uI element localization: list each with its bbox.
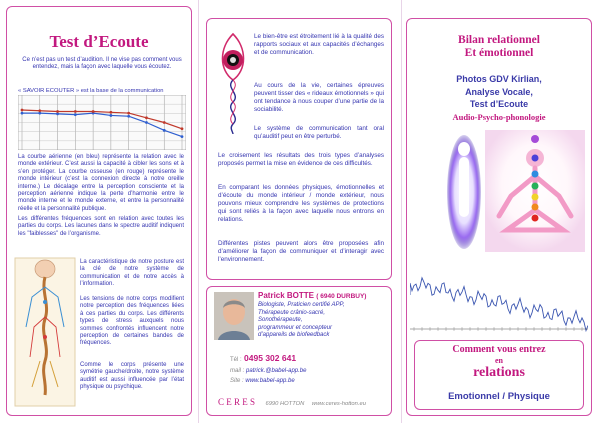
contact-name-line <box>258 291 366 300</box>
method-voice: Analyse Vocale, <box>465 86 533 97</box>
method-gdv: Photos GDV Kirlian, <box>456 74 542 84</box>
fold-line-1 <box>198 0 199 423</box>
site-label: Site : <box>230 378 244 384</box>
site-link[interactable]: www.babel-app.be <box>245 378 295 384</box>
comparison-paragraph: En comparant les données physiques, émotionnelles et d’écoute du monde intérieur / monde extérieur, nous pouvons mieux comprendre les systèmes de protections qui sont reliés à la façon avec laquelle nous entrons en relations. <box>218 184 384 223</box>
chakra-meditation-image <box>485 130 585 252</box>
role-line-1: Biologiste, Praticien certifié APP, <box>258 302 345 308</box>
chart-point <box>74 110 77 113</box>
relations-subtitle: Emotionnel / Physique <box>448 391 550 402</box>
chart-point <box>127 115 130 118</box>
chart-point <box>38 109 41 112</box>
relations-line-1: Comment vous entrez <box>452 344 546 355</box>
mail-label: mail : <box>230 368 245 374</box>
paths-paragraph: Différentes pistes peuvent alors être proposées afin d’améliorer la façon de communiquer et d’interagir avec l’environnement. <box>218 240 384 263</box>
chart-point <box>163 121 166 124</box>
intro-text: Ce n’est pas un test d’audition. Il ne vise pas comment vous entendez, mais la façon avec laquelle vous écoutez. <box>22 57 182 71</box>
methods-list <box>410 73 588 123</box>
method-app: Audio-Psycho-phonologie <box>452 111 546 122</box>
contact-city: ( 6940 DURBUY) <box>316 293 367 300</box>
spiral-eye-logo <box>215 30 251 135</box>
chart-caption: « SAVOIR ECOUTER » est la base de la communication <box>18 88 164 94</box>
voice-spectrum-graph <box>410 255 588 335</box>
ceres-site[interactable]: www.ceres-hotton.eu <box>311 401 366 407</box>
frequencies-paragraph: Les différentes fréquences sont en relation avec toutes les parties du corps. Les lacunes dans le spectre auditif indiquent les "faiblesses" de l’organisme. <box>18 216 184 237</box>
role-line-3: Sonothérapeute, <box>258 317 303 324</box>
chart-point <box>145 121 148 124</box>
site-line <box>230 378 295 384</box>
chart-point <box>92 110 95 113</box>
curves-paragraph: La courbe aérienne (en bleu) représente la relation avec le monde extérieur. C’est aussi la capacité à cibler les sons et à s’en protéger. La courbe osseuse (en rouge) représente le monde intérieur (c’est la connexion directe à notre oreille interne.) Le décalage entre la perception consciente et la perception aérienne indique la perte d’harmonie entre le monde interne et le monde externe, et entre la personnalité réelle et la personnalité publique. <box>18 154 184 212</box>
ceres-line <box>218 392 388 410</box>
chart-point <box>21 109 24 112</box>
method-listening: Test d’Ecoute <box>469 99 529 109</box>
tensions-paragraph: Les tensions de notre corps modifient notre perception des fréquences liées à ces parties du corps. Les différents types de stress auxquels nous sommes confrontés influencent notre perception de certaines bandes de fréquences. <box>80 296 184 347</box>
contact-roles <box>258 302 344 340</box>
chart-point <box>181 135 184 138</box>
relations-line-2: en <box>495 356 503 365</box>
bilan-title-line-1: Bilan relationnel <box>458 34 540 46</box>
role-line-5: d’appareils de biofeedback <box>258 332 330 339</box>
bilan-title-line-2: Et émotionnel <box>464 47 534 59</box>
mail-link[interactable]: patrick.@babel-app.be <box>246 368 307 374</box>
phone-label: Tél : <box>230 357 242 363</box>
spine-illustration <box>14 257 76 407</box>
chart-point <box>145 116 148 119</box>
relations-line-3: relations <box>473 365 525 380</box>
relations-heading <box>416 344 582 380</box>
chart-point <box>109 114 112 117</box>
ceres-name: C E R E S <box>218 397 256 407</box>
chart-point <box>56 110 59 113</box>
crossing-paragraph: Le croisement les résultats des trois types d’analyses proposés permet la mise en évidence de ces difficultés. <box>218 152 384 167</box>
role-line-4: programmeur et concepteur <box>258 324 333 331</box>
aura-silhouette-image <box>446 133 482 251</box>
chart-point <box>21 112 24 115</box>
communication-paragraph: Le système de communication tant oral qu’auditif peut en être perturbé. <box>254 125 384 140</box>
phone-number[interactable]: 0495 302 641 <box>244 353 297 363</box>
test-ecoute-title: Test d’Ecoute <box>49 32 149 51</box>
contact-name: Patrick BOTTE <box>258 291 315 300</box>
wellbeing-paragraph: Le bien-être est étroitement lié à la qualité des rapports sociaux et aux capacités d’échanges et de communication. <box>254 33 384 56</box>
audiogram-chart <box>18 95 186 150</box>
chart-point <box>109 111 112 114</box>
chart-point <box>74 113 77 116</box>
portrait-photo <box>214 292 254 340</box>
symmetry-paragraph: Comme le corps présente une symétrie gauche/droite, notre système auditif est aussi influencée par l’état physique ou psychique. <box>80 362 184 391</box>
chart-point <box>163 129 166 132</box>
mail-line <box>230 368 306 374</box>
phone-line <box>230 353 296 363</box>
life-trials-paragraph: Au cours de la vie, certaines épreuves peuvent tisser des « rideaux émotionnels » qui ont tendance à nous couper d’une partie de la sociabilité. <box>254 82 384 113</box>
chart-point <box>181 127 184 130</box>
posture-paragraph: La caractéristique de notre posture est la clé de notre système de communication et de notre accès à l’information. <box>80 259 184 288</box>
chart-point <box>127 112 130 115</box>
role-line-2: Thérapeute crânio-sacré, <box>258 309 326 316</box>
ceres-address: 6990 HOTTON <box>265 401 305 407</box>
bilan-title <box>410 34 588 60</box>
spectrum-curve <box>410 278 588 331</box>
fold-line-2 <box>401 0 402 423</box>
